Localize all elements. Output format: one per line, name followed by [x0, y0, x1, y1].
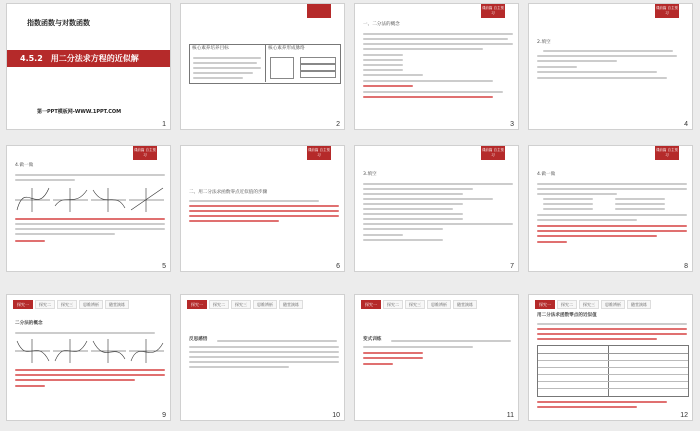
tab-2: 探究二	[35, 300, 55, 309]
slide-heading: 二、用二分法求函数零点近似值的步骤	[189, 190, 268, 195]
slide-heading: 反思感悟	[189, 337, 208, 342]
slide-thumbnail-2[interactable]	[180, 3, 345, 130]
slide-thumbnail-8[interactable]	[528, 145, 693, 272]
tab-1: 探究一	[187, 300, 207, 309]
slide-thumbnail-3[interactable]	[354, 3, 519, 130]
table-head-left: 核心素养培养目标	[192, 46, 229, 51]
slide-number: 2	[336, 121, 340, 128]
slide-thumbnail-9[interactable]	[6, 294, 171, 421]
cover-title-top: 指数函数与对数函数	[27, 19, 90, 27]
tab-bar	[535, 300, 686, 309]
badge: 课前篇 自主预习	[481, 146, 505, 160]
slide-number: 7	[510, 263, 514, 270]
tab-5: 随堂演练	[279, 300, 303, 309]
slide-heading: 变式训练	[363, 337, 382, 342]
badge	[307, 4, 331, 18]
function-graphs	[15, 339, 165, 363]
slide-heading: 4.做一做	[537, 172, 556, 177]
tab-4: 思维辨析	[427, 300, 451, 309]
table-head-right: 核心素养形成脉络	[268, 46, 305, 51]
slide-heading: 3.填空	[363, 172, 377, 177]
badge: 课前篇 自主预习	[307, 146, 331, 160]
tab-1: 探究一	[13, 300, 33, 309]
slide-number: 5	[162, 263, 166, 270]
tab-bar	[361, 300, 512, 309]
tab-4: 思维辨析	[79, 300, 103, 309]
slide-number: 8	[684, 263, 688, 270]
slide-heading: 4.做一做	[15, 163, 34, 168]
slide-heading: 一、二分法的概念	[363, 22, 400, 27]
tab-4: 思维辨析	[601, 300, 625, 309]
tab-3: 探究三	[405, 300, 425, 309]
tab-bar	[187, 300, 338, 309]
tab-1: 探究一	[361, 300, 381, 309]
slide-thumbnail-4[interactable]	[528, 3, 693, 130]
tab-4: 思维辨析	[253, 300, 277, 309]
badge: 课前篇 自主预习	[655, 146, 679, 160]
slide-number: 12	[680, 412, 688, 419]
badge: 课前篇 自主预习	[481, 4, 505, 18]
tab-3: 探究三	[579, 300, 599, 309]
slide-thumbnail-11[interactable]	[354, 294, 519, 421]
tab-5: 随堂演练	[453, 300, 477, 309]
cover-footer: 第一PPT模板网-WWW.1PPT.COM	[37, 109, 122, 115]
slide-heading: 二分法的概念	[15, 321, 43, 326]
badge: 课前篇 自主预习	[133, 146, 157, 160]
slide-thumbnail-12[interactable]	[528, 294, 693, 421]
slide-number: 11	[506, 412, 514, 419]
slide-thumbnail-1[interactable]	[6, 3, 171, 130]
tab-bar	[13, 300, 164, 309]
cover-section-title: 4.5.2 用二分法求方程的近似解	[20, 54, 139, 63]
slide-number: 10	[332, 412, 340, 419]
slide-heading: 用二分法求函数零点的近似值	[537, 313, 597, 318]
slide-thumbnail-6[interactable]	[180, 145, 345, 272]
tab-1: 探究一	[535, 300, 555, 309]
slide-heading: 2.填空	[537, 40, 551, 45]
tab-3: 探究三	[231, 300, 251, 309]
tab-2: 探究二	[383, 300, 403, 309]
slide-number: 6	[336, 263, 340, 270]
slide-number: 9	[162, 412, 166, 419]
function-graphs	[15, 186, 165, 212]
slide-thumbnail-5[interactable]	[6, 145, 171, 272]
slide-thumbnail-10[interactable]	[180, 294, 345, 421]
badge: 课前篇 自主预习	[655, 4, 679, 18]
slide-number: 3	[510, 121, 514, 128]
iteration-table	[537, 345, 689, 397]
tab-5: 随堂演练	[105, 300, 129, 309]
slide-thumbnail-7[interactable]	[354, 145, 519, 272]
tab-5: 随堂演练	[627, 300, 651, 309]
tab-2: 探究二	[557, 300, 577, 309]
outline-table	[189, 44, 341, 84]
slide-number: 1	[162, 121, 166, 128]
tab-3: 探究三	[57, 300, 77, 309]
slide-number: 4	[684, 121, 688, 128]
tab-2: 探究二	[209, 300, 229, 309]
